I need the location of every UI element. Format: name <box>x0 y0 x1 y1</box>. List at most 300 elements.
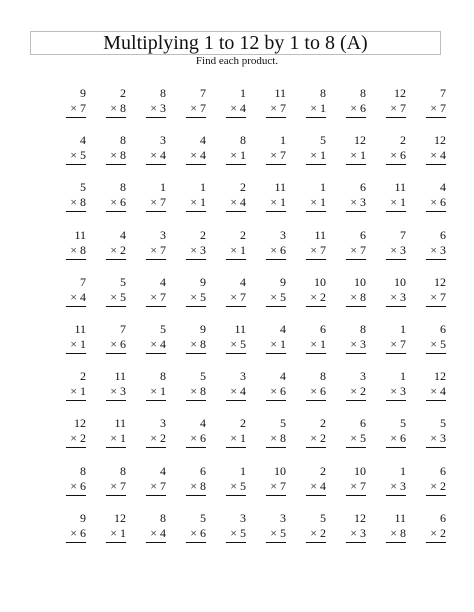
multiplication-problem <box>406 180 446 227</box>
times-sign: × <box>310 431 317 446</box>
multiplier <box>386 479 406 496</box>
multiplier <box>266 101 286 118</box>
times-sign: × <box>190 384 197 399</box>
multiplier <box>66 195 86 212</box>
multiplier <box>226 243 246 260</box>
multiplication-problem <box>406 228 446 275</box>
multiplier <box>226 337 246 354</box>
multiplier <box>226 384 246 401</box>
multiplication-problem <box>286 511 326 558</box>
times-sign: × <box>430 101 437 115</box>
multiplier-value: 7 <box>280 148 286 163</box>
multiplier-value: 2 <box>440 478 446 493</box>
multiplier-value: 7 <box>360 242 366 257</box>
times-sign: × <box>270 525 277 540</box>
multiplication-problem <box>366 275 406 322</box>
times-sign: × <box>190 289 197 304</box>
multiplicand: 6 <box>440 227 446 242</box>
multiplicand: 2 <box>320 463 326 478</box>
multiplicand: 4 <box>280 321 286 336</box>
multiplier-value: 4 <box>200 148 206 163</box>
times-sign: × <box>150 195 157 210</box>
multiplier-value: 6 <box>360 101 366 115</box>
times-sign: × <box>430 336 437 351</box>
multiplier <box>186 290 206 307</box>
multiplication-problem <box>406 86 446 133</box>
multiplicand: 10 <box>354 274 366 289</box>
multiplier <box>306 479 326 496</box>
multiplier-value: 3 <box>360 336 366 351</box>
multiplier-value: 5 <box>240 336 246 351</box>
times-sign: × <box>70 384 77 399</box>
multiplier <box>186 479 206 496</box>
multiplicand: 6 <box>440 321 446 336</box>
multiplication-problem <box>46 133 86 180</box>
multiplicand: 4 <box>240 274 246 289</box>
multiplier-value: 2 <box>160 431 166 446</box>
multiplier-value: 2 <box>440 525 446 540</box>
multiplicand: 7 <box>400 227 406 242</box>
multiplication-problem <box>86 180 126 227</box>
multiplier <box>266 431 286 448</box>
multiplication-problem <box>206 416 246 463</box>
times-sign: × <box>310 384 317 399</box>
times-sign: × <box>270 242 277 257</box>
multiplicand: 8 <box>120 463 126 478</box>
worksheet-title-box <box>30 31 441 55</box>
multiplicand: 9 <box>200 321 206 336</box>
multiplication-problem <box>246 86 286 133</box>
multiplier-value: 1 <box>240 242 246 257</box>
multiplier-value: 5 <box>200 289 206 304</box>
times-sign: × <box>310 525 317 540</box>
times-sign: × <box>110 101 117 115</box>
multiplicand: 3 <box>160 227 166 242</box>
multiplicand: 11 <box>114 369 126 384</box>
multiplication-problem <box>46 464 86 511</box>
times-sign: × <box>110 289 117 304</box>
times-sign: × <box>430 195 437 210</box>
multiplier-value: 7 <box>320 242 326 257</box>
multiplier <box>346 148 366 165</box>
multiplier <box>346 101 366 118</box>
multiplier-value: 1 <box>240 431 246 446</box>
multiplication-problem <box>286 86 326 133</box>
multiplier <box>266 195 286 212</box>
times-sign: × <box>270 431 277 446</box>
times-sign: × <box>310 289 317 304</box>
multiplier-value: 7 <box>160 478 166 493</box>
multiplier <box>106 479 126 496</box>
multiplication-problem <box>286 228 326 275</box>
times-sign: × <box>350 101 357 115</box>
times-sign: × <box>150 525 157 540</box>
multiplicand: 8 <box>160 86 166 100</box>
multiplicand: 8 <box>120 133 126 148</box>
times-sign: × <box>230 101 237 115</box>
multiplier <box>186 243 206 260</box>
multiplier-value: 8 <box>280 431 286 446</box>
multiplier-value: 3 <box>360 525 366 540</box>
multiplication-problem <box>246 369 286 416</box>
multiplier-value: 2 <box>320 289 326 304</box>
multiplier <box>226 195 246 212</box>
multiplier <box>426 431 446 448</box>
times-sign: × <box>70 525 77 540</box>
multiplier <box>226 290 246 307</box>
multiplier-value: 8 <box>200 478 206 493</box>
multiplicand: 6 <box>440 463 446 478</box>
times-sign: × <box>190 242 197 257</box>
multiplier <box>266 243 286 260</box>
multiplication-problem <box>366 369 406 416</box>
multiplication-problem <box>366 322 406 369</box>
multiplicand: 1 <box>400 463 406 478</box>
multiplication-problem <box>326 416 366 463</box>
instructions: Find each product. <box>195 55 279 67</box>
multiplicand: 8 <box>320 86 326 100</box>
multiplier-value: 5 <box>80 148 86 163</box>
multiplication-problem <box>286 322 326 369</box>
multiplier <box>186 337 206 354</box>
multiplier <box>106 195 126 212</box>
multiplicand: 12 <box>394 86 406 100</box>
times-sign: × <box>150 384 157 399</box>
multiplier-value: 7 <box>160 289 166 304</box>
multiplication-problem <box>126 86 166 133</box>
multiplier-value: 1 <box>320 195 326 210</box>
multiplier-value: 8 <box>80 242 86 257</box>
multiplication-problem <box>246 133 286 180</box>
multiplier <box>306 290 326 307</box>
multiplier <box>386 148 406 165</box>
times-sign: × <box>430 525 437 540</box>
multiplier-value: 1 <box>160 384 166 399</box>
multiplier <box>346 384 366 401</box>
multiplier <box>106 384 126 401</box>
multiplicand: 1 <box>320 180 326 195</box>
multiplicand: 2 <box>200 227 206 242</box>
times-sign: × <box>270 195 277 210</box>
multiplication-problem <box>326 464 366 511</box>
multiplicand: 12 <box>434 369 446 384</box>
multiplier <box>186 195 206 212</box>
multiplier-value: 6 <box>280 384 286 399</box>
multiplicand: 3 <box>360 369 366 384</box>
multiplier-value: 4 <box>240 195 246 210</box>
multiplier <box>386 337 406 354</box>
multiplication-problem <box>126 464 166 511</box>
multiplier <box>66 431 86 448</box>
times-sign: × <box>150 431 157 446</box>
multiplier <box>66 290 86 307</box>
multiplier-value: 1 <box>120 431 126 446</box>
times-sign: × <box>110 242 117 257</box>
multiplier-value: 3 <box>200 242 206 257</box>
multiplier-value: 3 <box>160 101 166 115</box>
multiplier <box>306 526 326 543</box>
multiplication-problem <box>46 180 86 227</box>
multiplier-value: 3 <box>400 289 406 304</box>
multiplier-value: 8 <box>360 289 366 304</box>
multiplier-value: 6 <box>120 336 126 351</box>
multiplier-value: 1 <box>320 336 326 351</box>
multiplier-value: 5 <box>360 431 366 446</box>
times-sign: × <box>70 101 77 115</box>
times-sign: × <box>190 195 197 210</box>
multiplier <box>106 148 126 165</box>
multiplier <box>66 101 86 118</box>
times-sign: × <box>430 384 437 399</box>
multiplier <box>426 148 446 165</box>
multiplicand: 3 <box>280 510 286 525</box>
times-sign: × <box>190 336 197 351</box>
multiplicand: 4 <box>160 463 166 478</box>
multiplier <box>346 431 366 448</box>
times-sign: × <box>110 336 117 351</box>
multiplicand: 3 <box>240 510 246 525</box>
multiplier <box>426 479 446 496</box>
multiplicand: 11 <box>274 180 286 195</box>
times-sign: × <box>390 195 397 210</box>
multiplication-problem <box>126 322 166 369</box>
times-sign: × <box>270 336 277 351</box>
multiplier <box>226 431 246 448</box>
times-sign: × <box>270 148 277 163</box>
multiplicand: 12 <box>434 274 446 289</box>
multiplier <box>426 526 446 543</box>
multiplicand: 3 <box>160 133 166 148</box>
multiplicand: 11 <box>394 510 406 525</box>
multiplication-problem <box>326 322 366 369</box>
multiplicand: 6 <box>320 321 326 336</box>
multiplication-problem <box>126 369 166 416</box>
multiplicand: 8 <box>240 133 246 148</box>
multiplication-problem <box>206 133 246 180</box>
multiplicand: 10 <box>394 274 406 289</box>
multiplier-value: 6 <box>320 384 326 399</box>
multiplier-value: 8 <box>80 195 86 210</box>
multiplication-problem <box>46 322 86 369</box>
multiplier <box>266 384 286 401</box>
problem-grid <box>46 86 446 558</box>
multiplicand: 1 <box>160 180 166 195</box>
multiplier-value: 7 <box>160 242 166 257</box>
multiplier <box>266 290 286 307</box>
multiplier <box>106 431 126 448</box>
times-sign: × <box>390 148 397 163</box>
multiplier-value: 7 <box>400 101 406 115</box>
multiplication-problem <box>246 416 286 463</box>
times-sign: × <box>350 336 357 351</box>
times-sign: × <box>430 431 437 446</box>
multiplication-problem <box>86 133 126 180</box>
times-sign: × <box>230 478 237 493</box>
times-sign: × <box>270 478 277 493</box>
multiplier <box>306 431 326 448</box>
multiplication-problem <box>326 369 366 416</box>
multiplication-problem <box>166 322 206 369</box>
multiplier <box>186 384 206 401</box>
multiplier <box>226 526 246 543</box>
times-sign: × <box>70 336 77 351</box>
multiplier <box>426 384 446 401</box>
times-sign: × <box>70 195 77 210</box>
multiplier-value: 7 <box>80 101 86 115</box>
multiplication-problem <box>86 416 126 463</box>
times-sign: × <box>390 242 397 257</box>
multiplication-problem <box>86 511 126 558</box>
multiplier <box>346 337 366 354</box>
multiplier-value: 3 <box>360 195 366 210</box>
multiplier-value: 8 <box>120 101 126 115</box>
multiplication-problem <box>286 416 326 463</box>
multiplier-value: 7 <box>120 478 126 493</box>
times-sign: × <box>190 431 197 446</box>
multiplication-problem <box>286 464 326 511</box>
multiplier-value: 1 <box>240 148 246 163</box>
multiplier-value: 2 <box>360 384 366 399</box>
multiplier <box>346 290 366 307</box>
multiplicand: 5 <box>280 416 286 431</box>
multiplication-problem <box>86 275 126 322</box>
multiplicand: 2 <box>80 369 86 384</box>
times-sign: × <box>310 478 317 493</box>
times-sign: × <box>350 195 357 210</box>
multiplication-problem <box>406 369 446 416</box>
multiplication-problem <box>86 464 126 511</box>
multiplier-value: 4 <box>80 289 86 304</box>
multiplicand: 1 <box>240 463 246 478</box>
multiplication-problem <box>126 180 166 227</box>
multiplier <box>306 148 326 165</box>
multiplier-value: 2 <box>320 525 326 540</box>
times-sign: × <box>150 478 157 493</box>
multiplication-problem <box>406 416 446 463</box>
multiplicand: 10 <box>314 274 326 289</box>
multiplier <box>386 290 406 307</box>
multiplier-value: 7 <box>240 289 246 304</box>
multiplier <box>346 526 366 543</box>
multiplier-value: 7 <box>400 336 406 351</box>
multiplicand: 11 <box>274 86 286 100</box>
multiplier-value: 7 <box>280 478 286 493</box>
multiplicand: 11 <box>74 321 86 336</box>
times-sign: × <box>310 336 317 351</box>
times-sign: × <box>390 478 397 493</box>
times-sign: × <box>150 148 157 163</box>
multiplicand: 1 <box>240 86 246 100</box>
multiplicand: 5 <box>320 510 326 525</box>
multiplier-value: 4 <box>440 384 446 399</box>
multiplier <box>426 337 446 354</box>
multiplicand: 6 <box>360 227 366 242</box>
multiplicand: 4 <box>80 133 86 148</box>
multiplicand: 11 <box>74 227 86 242</box>
multiplier <box>146 337 166 354</box>
multiplier-value: 7 <box>440 289 446 304</box>
multiplier <box>66 384 86 401</box>
multiplier <box>146 290 166 307</box>
multiplication-problem <box>206 275 246 322</box>
multiplicand: 7 <box>120 321 126 336</box>
multiplication-problem <box>126 133 166 180</box>
multiplication-problem <box>166 511 206 558</box>
multiplier <box>186 101 206 118</box>
multiplier-value: 6 <box>200 525 206 540</box>
multiplier <box>226 101 246 118</box>
multiplier <box>66 337 86 354</box>
multiplier-value: 4 <box>160 336 166 351</box>
multiplier-value: 5 <box>120 289 126 304</box>
multiplication-problem <box>326 180 366 227</box>
multiplication-problem <box>406 464 446 511</box>
times-sign: × <box>390 101 397 115</box>
times-sign: × <box>350 289 357 304</box>
multiplication-problem <box>406 133 446 180</box>
multiplication-problem <box>86 369 126 416</box>
multiplier-value: 5 <box>280 289 286 304</box>
multiplicand: 8 <box>360 321 366 336</box>
multiplication-problem <box>286 133 326 180</box>
multiplicand: 5 <box>400 416 406 431</box>
multiplication-problem <box>286 275 326 322</box>
multiplicand: 9 <box>280 274 286 289</box>
times-sign: × <box>230 431 237 446</box>
times-sign: × <box>310 195 317 210</box>
multiplier <box>146 384 166 401</box>
times-sign: × <box>430 242 437 257</box>
times-sign: × <box>350 431 357 446</box>
multiplicand: 5 <box>320 133 326 148</box>
multiplier <box>186 148 206 165</box>
multiplicand: 7 <box>200 86 206 100</box>
multiplicand: 2 <box>240 180 246 195</box>
multiplier <box>66 479 86 496</box>
multiplication-problem <box>206 511 246 558</box>
multiplicand: 5 <box>80 180 86 195</box>
multiplication-problem <box>46 86 86 133</box>
times-sign: × <box>150 101 157 115</box>
multiplier <box>266 148 286 165</box>
multiplier <box>106 243 126 260</box>
times-sign: × <box>350 242 357 257</box>
multiplier <box>146 243 166 260</box>
multiplier-value: 1 <box>200 195 206 210</box>
multiplication-problem <box>406 322 446 369</box>
multiplicand: 12 <box>434 133 446 148</box>
multiplier-value: 1 <box>400 195 406 210</box>
multiplication-problem <box>366 464 406 511</box>
multiplication-problem <box>286 180 326 227</box>
times-sign: × <box>190 148 197 163</box>
times-sign: × <box>230 148 237 163</box>
multiplication-problem <box>246 322 286 369</box>
multiplier <box>106 290 126 307</box>
multiplication-problem <box>126 275 166 322</box>
multiplier <box>186 526 206 543</box>
multiplicand: 1 <box>200 180 206 195</box>
multiplier <box>426 195 446 212</box>
times-sign: × <box>110 525 117 540</box>
multiplicand: 2 <box>320 416 326 431</box>
multiplication-problem <box>206 228 246 275</box>
multiplier-value: 8 <box>120 148 126 163</box>
times-sign: × <box>390 384 397 399</box>
multiplier <box>426 290 446 307</box>
multiplicand: 8 <box>160 369 166 384</box>
multiplicand: 8 <box>120 180 126 195</box>
